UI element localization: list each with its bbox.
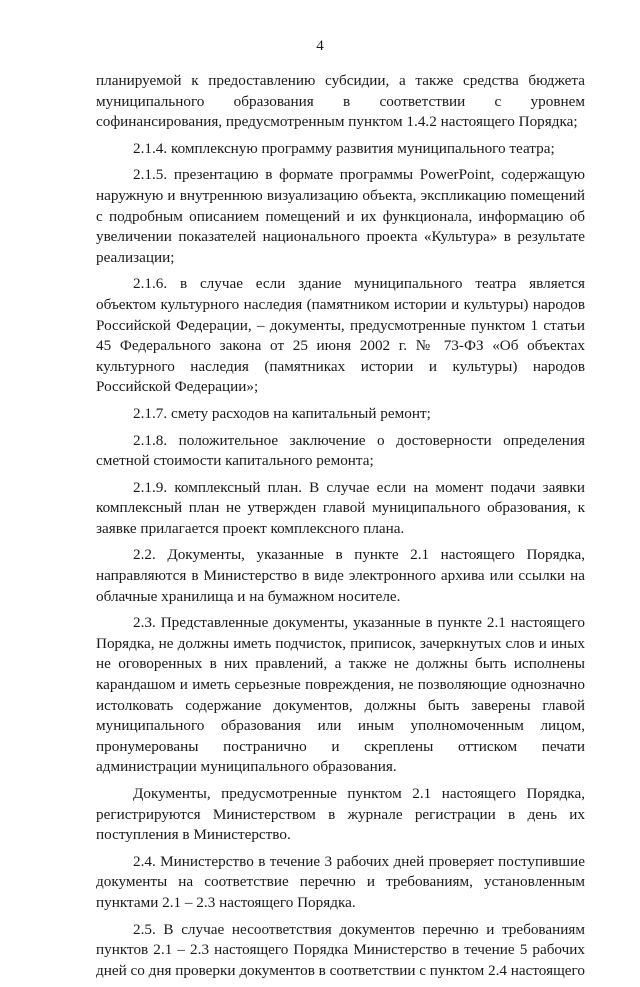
paragraph-registration: Документы, предусмотренные пунктом 2.1 настоящего Порядка, регистрируются Министерством в журнале регистрации в день их поступления в Министерство. [96,785,585,844]
paragraph-2-1-8: 2.1.8. положительное заключение о достоверности определения сметной стоимости капитального ремонта; [96,431,585,470]
page-number: 4 [316,38,324,54]
document-body [96,71,585,987]
paragraph-2-1-6: 2.1.6. в случае если здание муниципального театра является объектом культурного наследия (памятником истории и культуры) народов Российской Федерации, – документы, предусмотренные пунктом 1 статьи 45 Федерального закона от 25 июня 2002 г. № 73-ФЗ «Об объектах культурного наследия (памятниках истории и культуры) народов Российской Федерации»; [96,275,585,396]
paragraph-2-5: 2.5. В случае несоответствия документов перечню и требованиям пунктов 2.1 – 2.3 настоящего Порядка Министерство в течение 5 рабочих дней со дня проверки документов в соответствии с пунктом 2.4 настоящего [96,920,585,979]
paragraph-2-2: 2.2. Документы, указанные в пункте 2.1 настоящего Порядка, направляются в Министерство в виде электронного архива или ссылки на облачные хранилища и на бумажном носителе. [96,546,585,605]
paragraph-2-4: 2.4. Министерство в течение 3 рабочих дней проверяет поступившие документы на соответствие перечню и требованиям, установленным пунктами 2.1 – 2.3 настоящего Порядка. [96,852,585,911]
paragraph-2-1-7: 2.1.7. смету расходов на капитальный ремонт; [133,404,431,422]
paragraph-2-3: 2.3. Представленные документы, указанные в пункте 2.1 настоящего Порядка, не должны иметь подчисток, приписок, зачеркнутых слов и иных не оговоренных в них правлений, а также не должны быть исполнены карандашом и иметь серьезные повреждения, не позволяющие однозначно истолковать содержание документов, должны быть заверены главой муниципального образования или иным уполномоченным лицом, пронумерованы постранично и скреплены оттиском печати администрации муниципального образования. [96,614,585,776]
paragraph-2-1-9: 2.1.9. комплексный план. В случае если на момент подачи заявки комплексный план не утвержден главой муниципального образования, к заявке прилагается проект комплексного плана. [96,478,585,537]
paragraph-2-1-5: 2.1.5. презентацию в формате программы PowerPoint, содержащую наружную и внутреннюю визуализацию объекта, экспликацию помещений с подробным описанием помещений и их функционала, информацию об увеличении показателей национального проекта «Культура» в результате реализации; [96,166,585,266]
paragraph-continuation: планируемой к предоставлению субсидии, а также средства бюджета муниципального образования в соответствии с уровнем софинансирования, предусмотренным пунктом 1.4.2 настоящего Порядка; [96,72,585,131]
paragraph-2-1-4: 2.1.4. комплексную программу развития муниципального театра; [133,139,555,157]
